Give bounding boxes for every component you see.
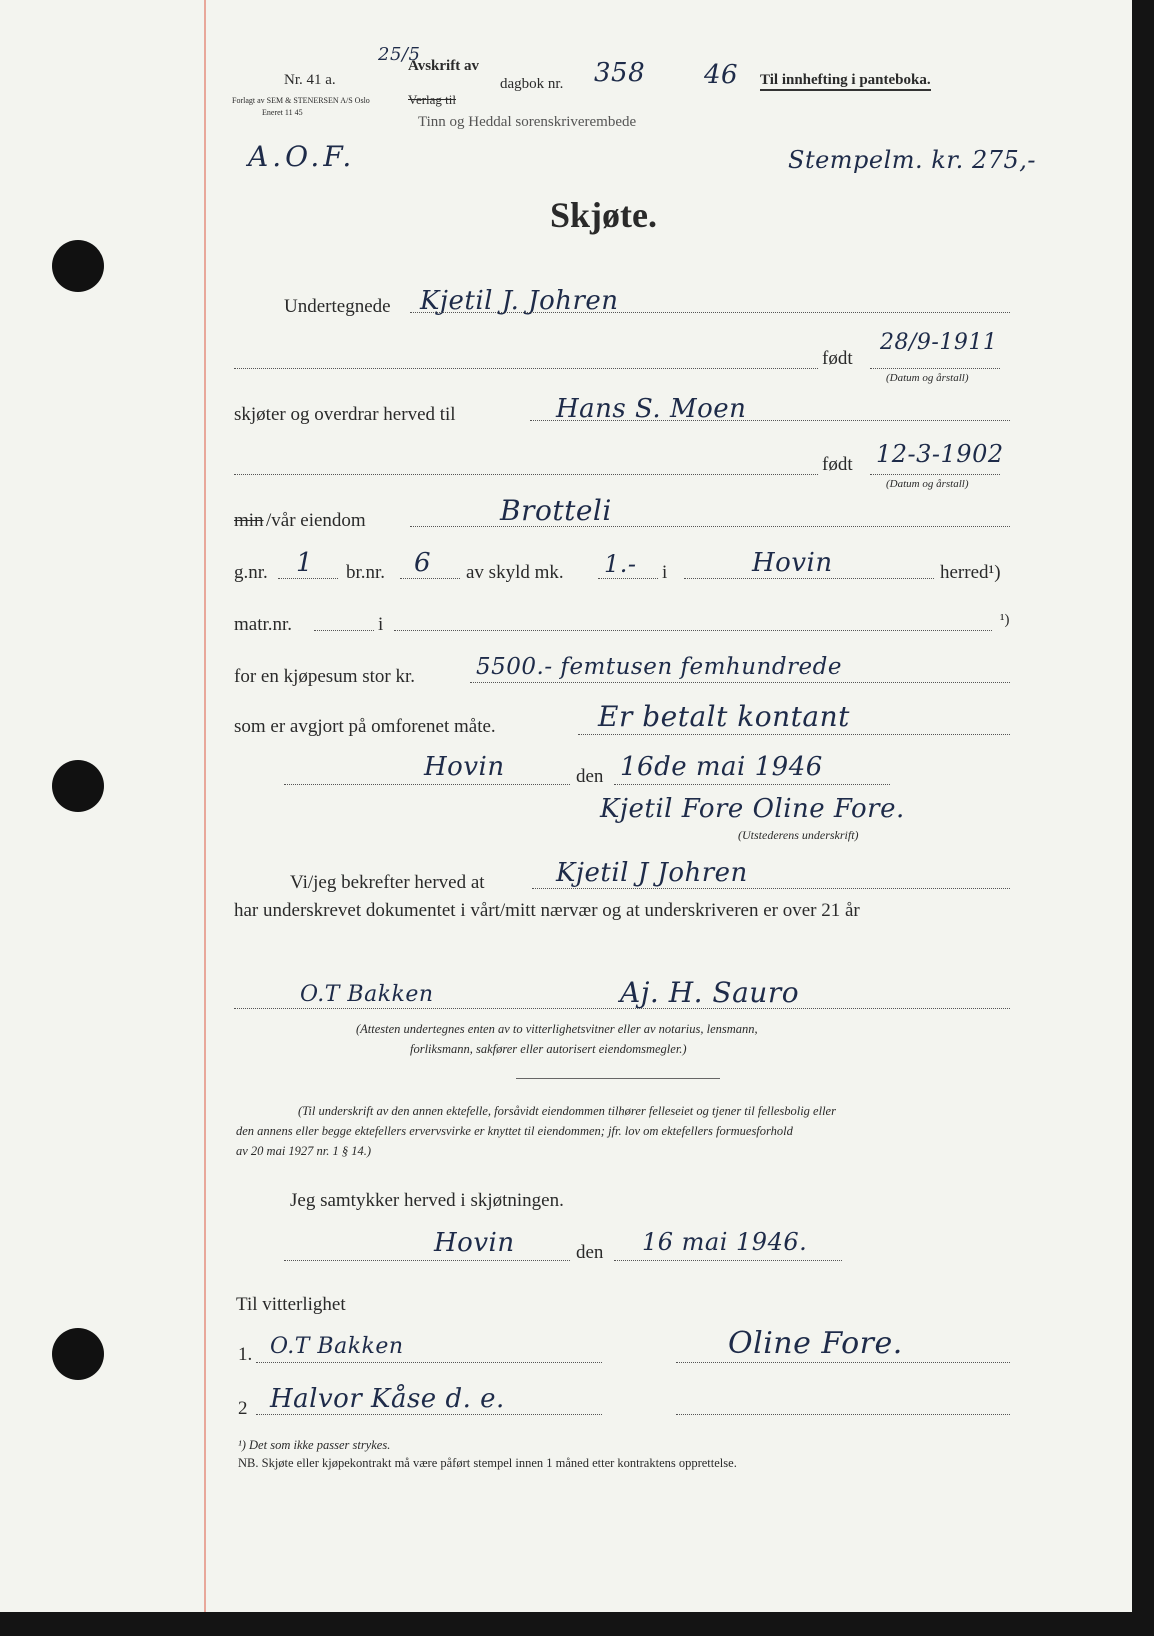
field-line (394, 630, 992, 631)
spouse-note-3: av 20 mai 1927 nr. 1 § 14.) (236, 1144, 372, 1158)
datum-note-2: (Datum og årstall) (886, 478, 969, 490)
bekrefter-name: Kjetil J Johren (556, 858, 748, 888)
attest-witness-2: Aj. H. Sauro (620, 976, 800, 1009)
field-line (278, 578, 338, 579)
spouse-note-1: (Til underskrift av den annen ektefelle, forsåvidt eiendommen tilhører felleseiet og tjener til fellesbolig eller (298, 1104, 836, 1118)
seller-signatures: Kjetil Fore Oline Fore. (600, 794, 905, 824)
document-title: Skjøte. (550, 195, 657, 235)
seller-name: Kjetil J. Johren (420, 286, 619, 316)
field-line (234, 474, 818, 475)
underskrevet-text: har underskrevet dokumentet i vårt/mitt nærvær og at underskriveren er over 21 år (234, 900, 860, 921)
margin-line (204, 0, 206, 1612)
til-innhefting: Til innhefting i panteboka. (760, 72, 931, 91)
utsteder-note: (Utstederens underskrift) (738, 828, 859, 842)
matr-i: i (378, 614, 384, 635)
herred-value: Hovin (752, 548, 833, 578)
attest-note-2: forliksmann, sakfører eller autorisert eiendomsmegler.) (410, 1042, 687, 1056)
brnr-value: 6 (414, 548, 432, 578)
office-name: Tinn og Heddal sorenskriverembede (418, 114, 637, 130)
date-fraction: 25/5 (378, 44, 421, 65)
footnote-2: NB. Skjøte eller kjøpekontrakt må være påført stempel innen 1 måned etter kontraktens opprettelse. (238, 1456, 737, 1470)
property-name: Brotteli (500, 494, 612, 527)
field-line (578, 734, 1010, 735)
stamp-fee: Stempelm. kr. 275,- (788, 146, 1036, 174)
i-label: i (662, 562, 668, 583)
vit1-name: O.T Bakken (270, 1334, 404, 1359)
den-label: den (576, 766, 604, 787)
footnote-1: ¹) Det som ikke passer strykes. (238, 1438, 391, 1452)
field-line (314, 630, 374, 631)
signing-place: Hovin (424, 752, 505, 782)
kjopesum-value: 5500.- femtusen femhundrede (476, 654, 842, 680)
field-line (676, 1362, 1010, 1363)
field-line (530, 420, 1010, 421)
field-line (284, 1260, 570, 1261)
field-line (234, 1008, 1010, 1009)
bekrefter-label: Vi/jeg bekrefter herved at (290, 872, 485, 893)
fodt-label: født (822, 348, 853, 369)
dagbok-number: 358 (594, 58, 646, 88)
field-line (676, 1414, 1010, 1415)
punch-hole (52, 1328, 104, 1380)
punch-hole (52, 760, 104, 812)
consent-den: den (576, 1242, 604, 1263)
field-line (256, 1362, 602, 1363)
publisher-line-2: Eneret 11 45 (262, 108, 303, 117)
field-line (234, 368, 818, 369)
seller-dob: 28/9-1911 (880, 330, 998, 355)
attest-note-1: (Attesten undertegnes enten av to vitterlighetsvitner eller av notarius, lensmann, (356, 1022, 758, 1036)
eiendom-strike: min (234, 510, 264, 531)
vit2-name: Halvor Kåse d. e. (270, 1384, 505, 1414)
datum-note: (Datum og årstall) (886, 372, 969, 384)
field-line (410, 526, 1010, 527)
punch-hole (52, 240, 104, 292)
field-line (598, 578, 658, 579)
avgjort-label: som er avgjort på omforenet måte. (234, 716, 496, 737)
transfer-label: skjøter og overdrar herved til (234, 404, 456, 425)
vit2-num: 2 (238, 1398, 248, 1419)
signing-date: 16de mai 1946 (620, 752, 823, 782)
matr-label: matr.nr. (234, 614, 293, 635)
field-line (870, 368, 1000, 369)
publisher-line: Forlagt av SEM & STENERSEN A/S Oslo (232, 96, 370, 105)
form-number: Nr. 41 a. (284, 72, 336, 88)
spouse-note-2: den annens eller begge ektefellers ervervsvirke er knyttet til eiendommen; jfr. lov om ektefellers formuesforhold (236, 1124, 793, 1138)
skyld-value: 1.- (604, 550, 637, 578)
buyer-dob: 12-3-1902 (876, 440, 1004, 468)
field-line (256, 1414, 602, 1415)
attest-witness-1: O.T Bakken (300, 982, 434, 1007)
field-line (614, 784, 890, 785)
fodt-label-2: født (822, 454, 853, 475)
buyer-name: Hans S. Moen (556, 394, 747, 424)
vit1-num: 1. (238, 1344, 253, 1365)
field-line (870, 474, 1000, 475)
avgjort-value: Er betalt kontant (598, 700, 850, 733)
skyld-label: av skyld mk. (466, 562, 564, 583)
consent-date: 16 mai 1946. (642, 1228, 808, 1256)
gnr-value: 1 (296, 548, 314, 578)
matr-note: ¹) (1000, 612, 1010, 628)
gnr-label: g.nr. (234, 562, 268, 583)
field-line (410, 312, 1010, 313)
avskrift-label: Avskrift av (408, 58, 479, 74)
verlag-strike: Verlag til (408, 92, 457, 107)
eiendom-label: /vår eiendom (266, 510, 366, 531)
undertegnede-label: Undertegnede (284, 296, 391, 317)
year: 46 (704, 60, 739, 90)
consent-place: Hovin (434, 1228, 515, 1258)
spouse-signature: Oline Fore. (728, 1326, 903, 1361)
samtykke-label: Jeg samtykker herved i skjøtningen. (290, 1190, 564, 1211)
kjopesum-label: for en kjøpesum stor kr. (234, 666, 416, 687)
brnr-label: br.nr. (346, 562, 386, 583)
field-line (614, 1260, 842, 1261)
field-line (400, 578, 460, 579)
field-line (284, 784, 570, 785)
herred-label: herred¹) (940, 562, 1001, 583)
vitterlighet-label: Til vitterlighet (236, 1294, 346, 1315)
field-line (684, 578, 934, 579)
field-line (470, 682, 1010, 683)
dagbok-label: dagbok nr. (500, 76, 564, 92)
stamp-initials: A.O.F. (248, 140, 356, 173)
divider (516, 1078, 720, 1079)
field-line (532, 888, 1010, 889)
